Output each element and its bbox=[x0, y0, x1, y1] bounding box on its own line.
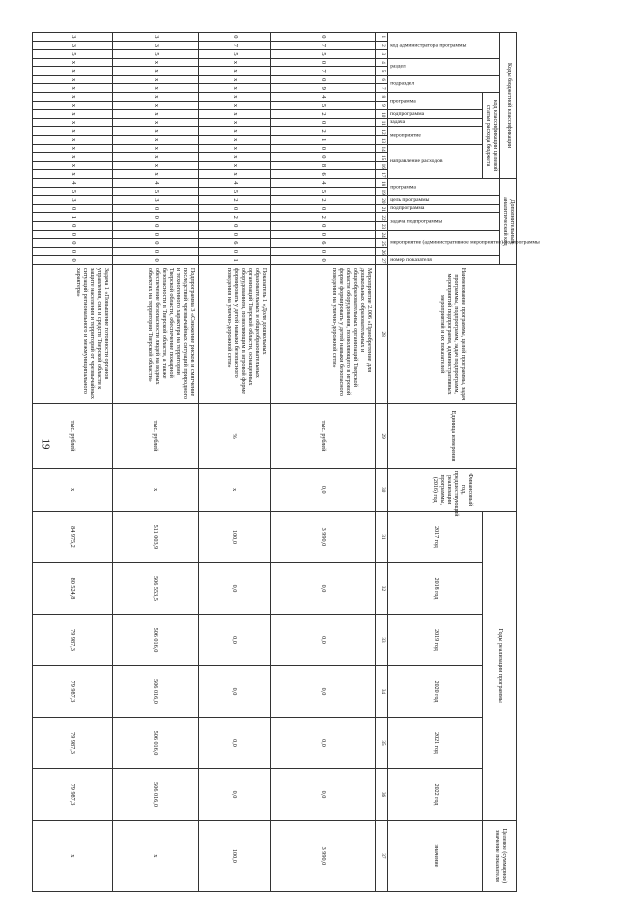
column-number: 20 bbox=[376, 196, 388, 205]
row-year-value: 0,0 bbox=[271, 563, 376, 615]
code-digit-cell: 0 bbox=[113, 230, 199, 239]
target-group-header: Целевое (суммарное) значение показателя bbox=[483, 820, 517, 891]
code-digit-cell: 0 bbox=[33, 247, 113, 256]
column-number: 1 bbox=[376, 33, 388, 42]
code-digit-cell: x bbox=[33, 118, 113, 127]
code-digit-cell: x bbox=[199, 144, 271, 153]
code-digit-cell: x bbox=[199, 135, 271, 144]
column-number: 10 bbox=[376, 110, 388, 119]
code-digit-cell: x bbox=[199, 93, 271, 102]
code-digit-cell: x bbox=[113, 161, 199, 170]
code-digit-cell: x bbox=[199, 67, 271, 76]
column-number: 33 bbox=[376, 614, 388, 666]
year-header: 2021 год bbox=[388, 717, 483, 769]
row-description: Задача 1 «Повышение готовности органов управления, сил и средств Тверской области к защите населения и территорий от чрезвычайных ситуаций регионального и межмуниципального характера» bbox=[33, 264, 113, 404]
code-digit-cell: x bbox=[33, 93, 113, 102]
code-digit-cell: 0 bbox=[113, 247, 199, 256]
column-number: 22 bbox=[376, 213, 388, 222]
code-digit-cell: 4 bbox=[33, 179, 113, 188]
code-digit-cell: 0 bbox=[33, 256, 113, 265]
row-year-value: 0,0 bbox=[199, 769, 271, 821]
row-fin-year-value: x bbox=[113, 468, 199, 511]
column-number: 3 bbox=[376, 50, 388, 59]
column-number: 21 bbox=[376, 204, 388, 213]
code-digit-cell: x bbox=[113, 58, 199, 67]
code-digit-cell: x bbox=[199, 118, 271, 127]
row-year-value: 0,0 bbox=[271, 717, 376, 769]
column-number: 34 bbox=[376, 666, 388, 718]
code-digit-cell: 5 bbox=[271, 187, 376, 196]
target-value-header: значение bbox=[388, 820, 483, 891]
column-number: 17 bbox=[376, 170, 388, 179]
code-digit-cell: x bbox=[199, 75, 271, 84]
code-digit-cell: 0 bbox=[199, 204, 271, 213]
code-digit-cell: x bbox=[199, 161, 271, 170]
code-digit-cell: 0 bbox=[271, 247, 376, 256]
code-digit-cell: 6 bbox=[199, 239, 271, 248]
code-digit-cell: 2 bbox=[271, 213, 376, 222]
code-digit-cell: x bbox=[33, 161, 113, 170]
column-number: 25 bbox=[376, 239, 388, 248]
code-digit-cell: x bbox=[113, 75, 199, 84]
row-unit: тыс. рублей bbox=[271, 404, 376, 468]
row-year-value: 79 987,3 bbox=[33, 769, 113, 821]
column-number-row bbox=[376, 33, 388, 892]
code-digit-cell: x bbox=[113, 127, 199, 136]
podrazdel-header: подраздел bbox=[388, 75, 500, 92]
column-number: 31 bbox=[376, 511, 388, 563]
code-digit-cell: 2 bbox=[271, 196, 376, 205]
row-year-value: 0,0 bbox=[271, 614, 376, 666]
year-header: 2022 год bbox=[388, 769, 483, 821]
code-digit-cell: 5 bbox=[271, 50, 376, 59]
column-number: 28 bbox=[376, 264, 388, 404]
code-digit-cell: 3 bbox=[33, 33, 113, 42]
column-number: 2 bbox=[376, 41, 388, 50]
code-digit-cell: 4 bbox=[271, 93, 376, 102]
unit-column-header: Единица измерения bbox=[388, 404, 517, 468]
row-target-value: 3 990,0 bbox=[271, 820, 376, 891]
code-digit-cell: x bbox=[33, 170, 113, 179]
add-podprogramma-header: подпрограмма bbox=[388, 204, 500, 213]
additional-code-header: Дополнительный аналитический код bbox=[500, 179, 517, 265]
row-unit: % bbox=[199, 404, 271, 468]
row-year-value: 506 016,0 bbox=[113, 666, 199, 718]
row-year-value: 100,0 bbox=[199, 511, 271, 563]
column-number: 5 bbox=[376, 67, 388, 76]
column-number: 37 bbox=[376, 820, 388, 891]
code-digit-cell: x bbox=[199, 84, 271, 93]
code-digit-cell: x bbox=[113, 144, 199, 153]
code-digit-cell: x bbox=[199, 127, 271, 136]
row-fin-year-value: x bbox=[33, 468, 113, 511]
row-year-value: 0,0 bbox=[199, 614, 271, 666]
row-unit: тыс. рублей bbox=[113, 404, 199, 468]
code-digit-cell: 4 bbox=[199, 179, 271, 188]
code-digit-cell: x bbox=[199, 101, 271, 110]
data-rows bbox=[33, 33, 376, 892]
years-group-header: Годы реализации программы bbox=[483, 511, 517, 820]
code-digit-cell: 1 bbox=[199, 256, 271, 265]
row-year-value: 506 016,0 bbox=[113, 717, 199, 769]
code-digit-cell: 0 bbox=[33, 230, 113, 239]
code-digit-cell: 1 bbox=[271, 135, 376, 144]
code-digit-cell: 0 bbox=[113, 239, 199, 248]
code-digit-cell: x bbox=[199, 110, 271, 119]
code-digit-cell: 0 bbox=[271, 118, 376, 127]
razdel-header: раздел bbox=[388, 58, 500, 75]
row-year-value: 506 553,5 bbox=[113, 563, 199, 615]
row-year-value: 511 003,9 bbox=[113, 511, 199, 563]
code-digit-cell: x bbox=[199, 153, 271, 162]
code-digit-cell: 0 bbox=[271, 256, 376, 265]
year-header: 2019 год bbox=[388, 614, 483, 666]
column-number: 18 bbox=[376, 179, 388, 188]
direction-header: направление расходов bbox=[388, 144, 483, 179]
code-digit-cell: 2 bbox=[199, 213, 271, 222]
code-digit-cell: 4 bbox=[271, 179, 376, 188]
program-block-header: код классификации целевой статьи расхода бюджета bbox=[483, 93, 500, 179]
page-number: 19 bbox=[39, 438, 52, 450]
code-digit-cell: x bbox=[113, 101, 199, 110]
column-number: 9 bbox=[376, 101, 388, 110]
row-year-value: 80 524,8 bbox=[33, 563, 113, 615]
add-meropriyatie-header: мероприятие (административное мероприятие) подпрограммы bbox=[388, 230, 500, 256]
rotated-table-sheet bbox=[69, 32, 540, 892]
code-digit-cell: x bbox=[199, 58, 271, 67]
row-year-value: 0,0 bbox=[271, 769, 376, 821]
code-digit-cell: 5 bbox=[199, 50, 271, 59]
task-header: задача bbox=[388, 118, 483, 127]
code-digit-cell: 0 bbox=[199, 33, 271, 42]
column-number: 24 bbox=[376, 230, 388, 239]
column-number: 32 bbox=[376, 563, 388, 615]
code-digit-cell: 0 bbox=[271, 204, 376, 213]
code-digit-cell: 0 bbox=[113, 204, 199, 213]
code-digit-cell: x bbox=[33, 101, 113, 110]
code-digit-cell: 5 bbox=[199, 187, 271, 196]
code-digit-cell: x bbox=[113, 110, 199, 119]
add-zadacha-header: задача подпрограммы bbox=[388, 213, 500, 230]
year-header: 2017 год bbox=[388, 511, 483, 563]
name-column-header: Наименование программы, целей программы, задач программы, подпрограмм, задач подпрограмм, мероприятий подпрограмм, административных мероприятий и их показателей bbox=[388, 264, 517, 404]
subprogram-header: подпрограмма bbox=[388, 110, 483, 119]
table-frame bbox=[69, 32, 540, 892]
code-digit-cell: 3 bbox=[113, 196, 199, 205]
code-digit-cell: x bbox=[33, 110, 113, 119]
row-year-value: 79 987,3 bbox=[33, 614, 113, 666]
column-number: 11 bbox=[376, 118, 388, 127]
code-digit-cell: 0 bbox=[271, 153, 376, 162]
code-digit-cell: 0 bbox=[199, 247, 271, 256]
code-digit-cell: x bbox=[33, 153, 113, 162]
column-number: 26 bbox=[376, 247, 388, 256]
code-digit-cell: 7 bbox=[199, 41, 271, 50]
fin-year-column-header: Финансовый год, предшествующий реализации программы, (2016) год bbox=[388, 468, 517, 511]
column-number: 30 bbox=[376, 468, 388, 511]
code-digit-cell: x bbox=[113, 93, 199, 102]
row-year-value: 84 975,2 bbox=[33, 511, 113, 563]
row-year-value: 506 016,0 bbox=[113, 769, 199, 821]
code-digit-cell: 1 bbox=[33, 213, 113, 222]
code-digit-cell: 3 bbox=[33, 41, 113, 50]
code-digit-cell: x bbox=[113, 153, 199, 162]
row-fin-year-value: x bbox=[199, 468, 271, 511]
budget-program-table bbox=[32, 32, 540, 892]
column-number: 16 bbox=[376, 161, 388, 170]
table-row bbox=[113, 33, 199, 892]
row-year-value: 79 987,3 bbox=[33, 717, 113, 769]
code-digit-cell: 2 bbox=[199, 196, 271, 205]
table-row bbox=[33, 33, 113, 892]
code-digit-cell: x bbox=[33, 84, 113, 93]
column-number: 12 bbox=[376, 127, 388, 136]
code-digit-cell: 0 bbox=[113, 213, 199, 222]
add-cel-header: цель программы bbox=[388, 196, 500, 205]
code-digit-cell: 0 bbox=[33, 204, 113, 213]
code-digit-cell: 0 bbox=[199, 221, 271, 230]
code-digit-cell: 5 bbox=[271, 101, 376, 110]
codes-group-header: Коды бюджетной классификации bbox=[500, 33, 517, 179]
row-description: Мероприятие 2.006 «Приобретение для дошкольных образовательных и общеобразовательных организаций Тверской области оборудования, позволяющего в игровой форме формировать у детей навыки безопасного поведения на улично-дорожной сети» bbox=[271, 264, 376, 404]
code-digit-cell: x bbox=[113, 67, 199, 76]
column-number: 35 bbox=[376, 717, 388, 769]
column-number: 6 bbox=[376, 75, 388, 84]
row-year-value: 0,0 bbox=[271, 666, 376, 718]
code-digit-cell: 5 bbox=[33, 187, 113, 196]
code-digit-cell: 7 bbox=[271, 41, 376, 50]
column-number: 7 bbox=[376, 84, 388, 93]
table-row bbox=[199, 33, 271, 892]
column-number: 29 bbox=[376, 404, 388, 468]
row-year-value: 0,0 bbox=[199, 717, 271, 769]
code-digit-cell: 8 bbox=[271, 161, 376, 170]
row-description: Показатель 1 «Доля дошкольных образовательных и общеобразовательных организаций Тверской области, оснащенных оборудованием, позволяющим в игровой форме формировать у детей навыки безопасного поведения на улично-дорожной сети» bbox=[199, 264, 271, 404]
program-header: программа bbox=[388, 93, 483, 110]
code-digit-cell: 6 bbox=[271, 170, 376, 179]
code-digit-cell: x bbox=[113, 170, 199, 179]
code-digit-cell: 0 bbox=[113, 256, 199, 265]
code-digit-cell: 0 bbox=[33, 239, 113, 248]
code-digit-cell: 0 bbox=[271, 75, 376, 84]
code-digit-cell: x bbox=[113, 135, 199, 144]
code-digit-cell: 5 bbox=[33, 50, 113, 59]
code-digit-cell: x bbox=[33, 75, 113, 84]
code-digit-cell: 0 bbox=[271, 33, 376, 42]
row-year-value: 506 016,0 bbox=[113, 614, 199, 666]
code-digit-cell: x bbox=[113, 84, 199, 93]
row-unit: тыс. рублей bbox=[33, 404, 113, 468]
code-digit-cell: 9 bbox=[271, 84, 376, 93]
code-digit-cell: x bbox=[33, 144, 113, 153]
column-number: 36 bbox=[376, 769, 388, 821]
row-description: Подпрограмма 3 «Снижение рисков и смягчение последствий чрезвычайных ситуаций природного и техногенного характера на территории Тверской области, обеспечение пожарной безопасности в Тверской области, а также обеспечение безопасности людей на водных объектах на территории Тверской области» bbox=[113, 264, 199, 404]
row-target-value: x bbox=[33, 820, 113, 891]
header-row-1 bbox=[500, 33, 517, 892]
code-digit-cell: 5 bbox=[113, 187, 199, 196]
code-digit-cell: x bbox=[33, 127, 113, 136]
table-row bbox=[271, 33, 376, 892]
row-year-value: 3 990,0 bbox=[271, 511, 376, 563]
code-digit-cell: 0 bbox=[271, 221, 376, 230]
code-digit-cell: 0 bbox=[113, 221, 199, 230]
column-number: 23 bbox=[376, 221, 388, 230]
column-number: 4 bbox=[376, 58, 388, 67]
row-year-value: 0,0 bbox=[199, 666, 271, 718]
column-number: 19 bbox=[376, 187, 388, 196]
code-digit-cell: 0 bbox=[33, 221, 113, 230]
code-digit-cell: x bbox=[33, 67, 113, 76]
row-year-value: 79 987,3 bbox=[33, 666, 113, 718]
code-digit-cell: 0 bbox=[271, 58, 376, 67]
code-digit-cell: x bbox=[113, 118, 199, 127]
code-digit-cell: 2 bbox=[271, 110, 376, 119]
row-target-value: x bbox=[113, 820, 199, 891]
code-digit-cell: 4 bbox=[113, 179, 199, 188]
code-digit-cell: x bbox=[199, 170, 271, 179]
code-digit-cell: 2 bbox=[271, 127, 376, 136]
code-digit-cell: 0 bbox=[271, 144, 376, 153]
event-header: мероприятие bbox=[388, 127, 483, 144]
code-digit-cell: x bbox=[33, 135, 113, 144]
code-digit-cell: x bbox=[33, 58, 113, 67]
code-digit-cell: 0 bbox=[271, 230, 376, 239]
code-digit-cell: 0 bbox=[199, 230, 271, 239]
row-fin-year-value: 0,0 bbox=[271, 468, 376, 511]
year-header: 2020 год bbox=[388, 666, 483, 718]
column-number: 13 bbox=[376, 135, 388, 144]
year-header: 2018 год bbox=[388, 563, 483, 615]
column-number: 8 bbox=[376, 93, 388, 102]
add-program-header: программа bbox=[388, 179, 500, 196]
column-number: 15 bbox=[376, 153, 388, 162]
code-digit-cell: 7 bbox=[271, 67, 376, 76]
code-digit-cell: 5 bbox=[113, 50, 199, 59]
row-target-value: 100,0 bbox=[199, 820, 271, 891]
admin-code-header: код администратора программы bbox=[388, 33, 500, 59]
code-digit-cell: 6 bbox=[271, 239, 376, 248]
row-year-value: 0,0 bbox=[199, 563, 271, 615]
code-digit-cell: 3 bbox=[113, 33, 199, 42]
column-number: 27 bbox=[376, 256, 388, 265]
add-pokazatel-header: номер показателя bbox=[388, 256, 500, 265]
column-number: 14 bbox=[376, 144, 388, 153]
code-digit-cell: 3 bbox=[113, 41, 199, 50]
code-digit-cell: 3 bbox=[33, 196, 113, 205]
